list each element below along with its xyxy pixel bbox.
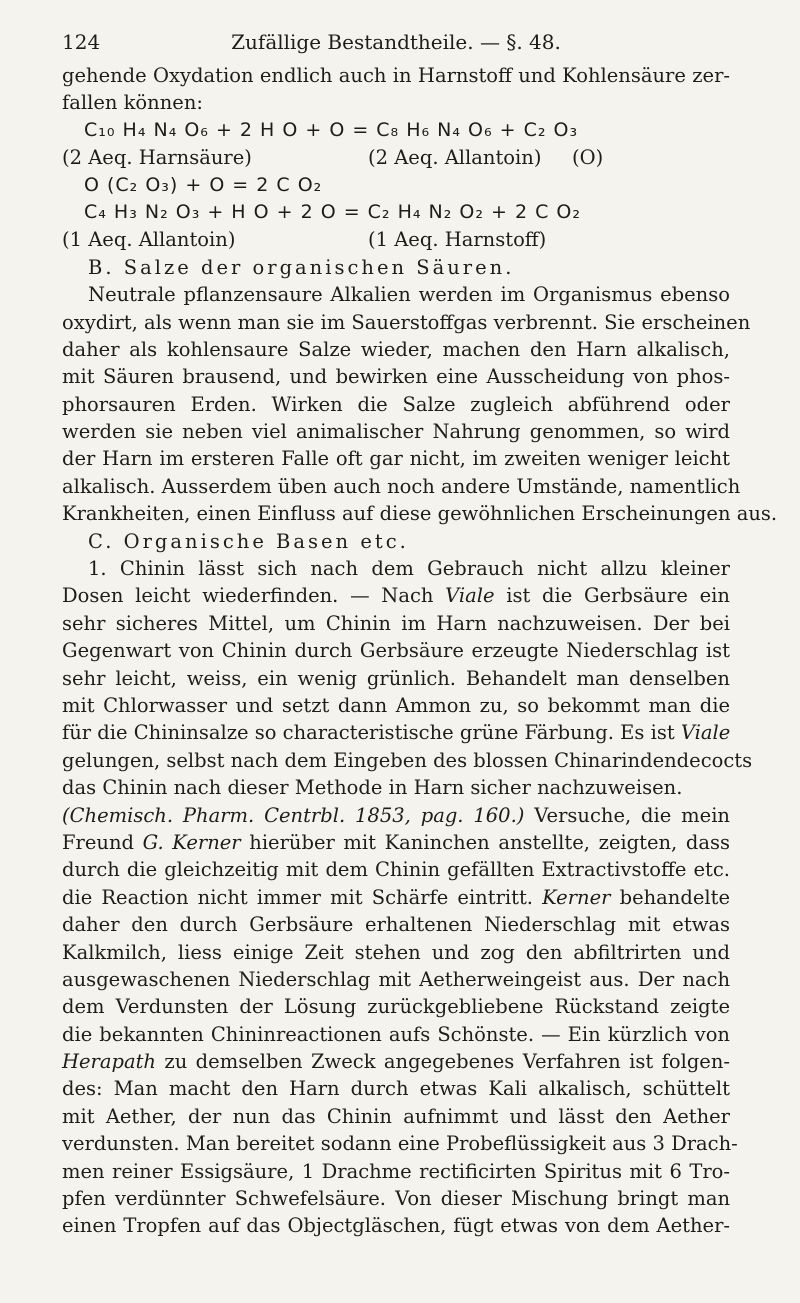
text-line: verdunsten. Man bereitet sodann eine Probeflüssigkeit aus 3 Drach- bbox=[62, 1132, 738, 1156]
text-line: 1. Chinin lässt sich nach dem Gebrauch nicht allzu kleiner bbox=[88, 557, 730, 581]
text-line: mit Chlorwasser und setzt dann Ammon zu, so bekommt man die bbox=[62, 693, 730, 717]
text-line bbox=[62, 802, 730, 829]
citation: (Chemisch. Pharm. Centrbl. 1853, pag. 160.) bbox=[62, 803, 525, 827]
text-line: werden sie neben viel animalischer Nahrung genommen, so wird bbox=[62, 420, 730, 444]
text-line: einen Tropfen auf das Objectgläschen, fügt etwas von dem Aether- bbox=[62, 1214, 730, 1238]
text-line: fallen können: bbox=[62, 91, 203, 115]
page-number: 124 bbox=[62, 30, 101, 54]
text-line: phorsauren Erden. Wirken die Salze zugleich abführend oder bbox=[62, 392, 730, 416]
author-name: G. Kerner bbox=[142, 830, 241, 854]
running-title: Zufällige Bestandtheile. — §. 48. bbox=[231, 30, 561, 54]
text-line: durch die gleichzeitig mit dem Chinin gefällten Extractivstoffe etc. bbox=[62, 858, 730, 882]
author-name: Viale bbox=[680, 721, 731, 745]
text-line bbox=[62, 884, 730, 911]
chemical-equation: C₁₀ H₄ N₄ O₆ + 2 H O + O = C₈ H₆ N₄ O₆ + C₂ O₃ bbox=[84, 118, 579, 141]
section-heading: B. Salze der organischen Säuren. bbox=[88, 255, 515, 279]
text-line: die bekannten Chininreactionen aufs Schönste. — Ein kürzlich von bbox=[62, 1022, 730, 1046]
text-line: gelungen, selbst nach dem Eingeben des blossen Chinarindendecocts bbox=[62, 748, 753, 772]
text-run: zu demselben Zweck angegebenes Verfahren ist folgen- bbox=[156, 1050, 730, 1074]
equation-caption-label: (2 Aeq. Allantoin) bbox=[368, 146, 542, 170]
text-line: daher als kohlensaure Salze wieder, machen den Harn alkalisch, bbox=[62, 337, 730, 361]
text-run: behandelte bbox=[610, 885, 730, 909]
section-heading: C. Organische Basen etc. bbox=[88, 529, 409, 553]
text-run: ist die Gerbsäure ein bbox=[494, 584, 730, 608]
text-run: hierüber mit Kaninchen anstellte, zeigten, dass bbox=[240, 830, 730, 854]
text-line bbox=[62, 829, 730, 856]
text-line bbox=[62, 1048, 730, 1075]
text-line: gehende Oxydation endlich auch in Harnstoff und Kohlensäure zer- bbox=[62, 64, 730, 87]
text-line: mit Aether, der nun das Chinin aufnimmt und lässt den Aether bbox=[62, 1104, 730, 1128]
text-line: der Harn im ersteren Falle oft gar nicht, im zweiten weniger leicht bbox=[62, 447, 730, 471]
text-run: für die Chininsalze so characteristische grüne Färbung. Es ist bbox=[62, 721, 681, 745]
equation-caption bbox=[62, 226, 730, 253]
page-body bbox=[62, 62, 778, 1240]
text-run: die Reaction nicht immer mit Schärfe eintritt. bbox=[62, 885, 543, 909]
text-line: daher den durch Gerbsäure erhaltenen Niederschlag mit etwas bbox=[62, 913, 730, 937]
text-line: Krankheiten, einen Einfluss auf diese gewöhnlichen Erscheinungen aus. bbox=[62, 502, 778, 526]
equation-caption bbox=[62, 144, 730, 171]
text-line: das Chinin nach dieser Methode in Harn sicher nachzuweisen. bbox=[62, 776, 683, 800]
chemical-equation: O (C₂ O₃) + O = 2 C O₂ bbox=[84, 173, 323, 196]
page-header bbox=[62, 30, 730, 56]
text-line: dem Verdunsten der Lösung zurückgebliebene Rückstand zeigte bbox=[62, 995, 730, 1019]
text-run: Dosen leicht wiederfinden. — Nach bbox=[62, 584, 446, 608]
text-line: Neutrale pflanzensaure Alkalien werden im Organismus ebenso bbox=[88, 283, 730, 307]
equation-caption-label: (1 Aeq. Allantoin) bbox=[62, 228, 236, 252]
text-line bbox=[62, 719, 730, 746]
text-run: Freund bbox=[62, 830, 143, 854]
equation-caption-label: (2 Aeq. Harnsäure) bbox=[62, 146, 252, 170]
text-line: Gegenwart von Chinin durch Gerbsäure erzeugte Niederschlag ist bbox=[62, 639, 730, 663]
text-line: pfen verdünnter Schwefelsäure. Von dieser Mischung bringt man bbox=[62, 1187, 730, 1211]
author-name: Kerner bbox=[542, 885, 611, 909]
text-line bbox=[62, 582, 730, 609]
text-run: Versuche, die mein bbox=[524, 803, 730, 827]
text-line: des: Man macht den Harn durch etwas Kali alkalisch, schüttelt bbox=[62, 1077, 730, 1101]
text-line: ausgewaschenen Niederschlag mit Aetherweingeist aus. Der nach bbox=[62, 967, 730, 991]
text-line: Kalkmilch, liess einige Zeit stehen und zog den abfiltrirten und bbox=[62, 940, 730, 964]
equation-caption-label: (1 Aeq. Harnstoff) bbox=[368, 228, 547, 252]
text-line: oxydirt, als wenn man sie im Sauerstoffgas verbrennt. Sie erscheinen bbox=[62, 310, 751, 334]
author-name: Herapath bbox=[62, 1050, 156, 1074]
equation-caption-label: (O) bbox=[572, 146, 604, 170]
text-line: alkalisch. Ausserdem üben auch noch andere Umstände, namentlich bbox=[62, 474, 741, 498]
author-name: Viale bbox=[445, 584, 495, 608]
text-line: men reiner Essigsäure, 1 Drachme rectificirten Spiritus mit 6 Tro- bbox=[62, 1159, 730, 1183]
text-line: sehr leicht, weiss, ein wenig grünlich. Behandelt man denselben bbox=[62, 666, 730, 690]
text-line: sehr sicheres Mittel, um Chinin im Harn nachzuweisen. Der bei bbox=[62, 611, 730, 635]
chemical-equation: C₄ H₃ N₂ O₃ + H O + 2 O = C₂ H₄ N₂ O₂ + 2 C O₂ bbox=[84, 200, 581, 223]
text-line: mit Säuren brausend, und bewirken eine Ausscheidung von phos- bbox=[62, 365, 730, 389]
